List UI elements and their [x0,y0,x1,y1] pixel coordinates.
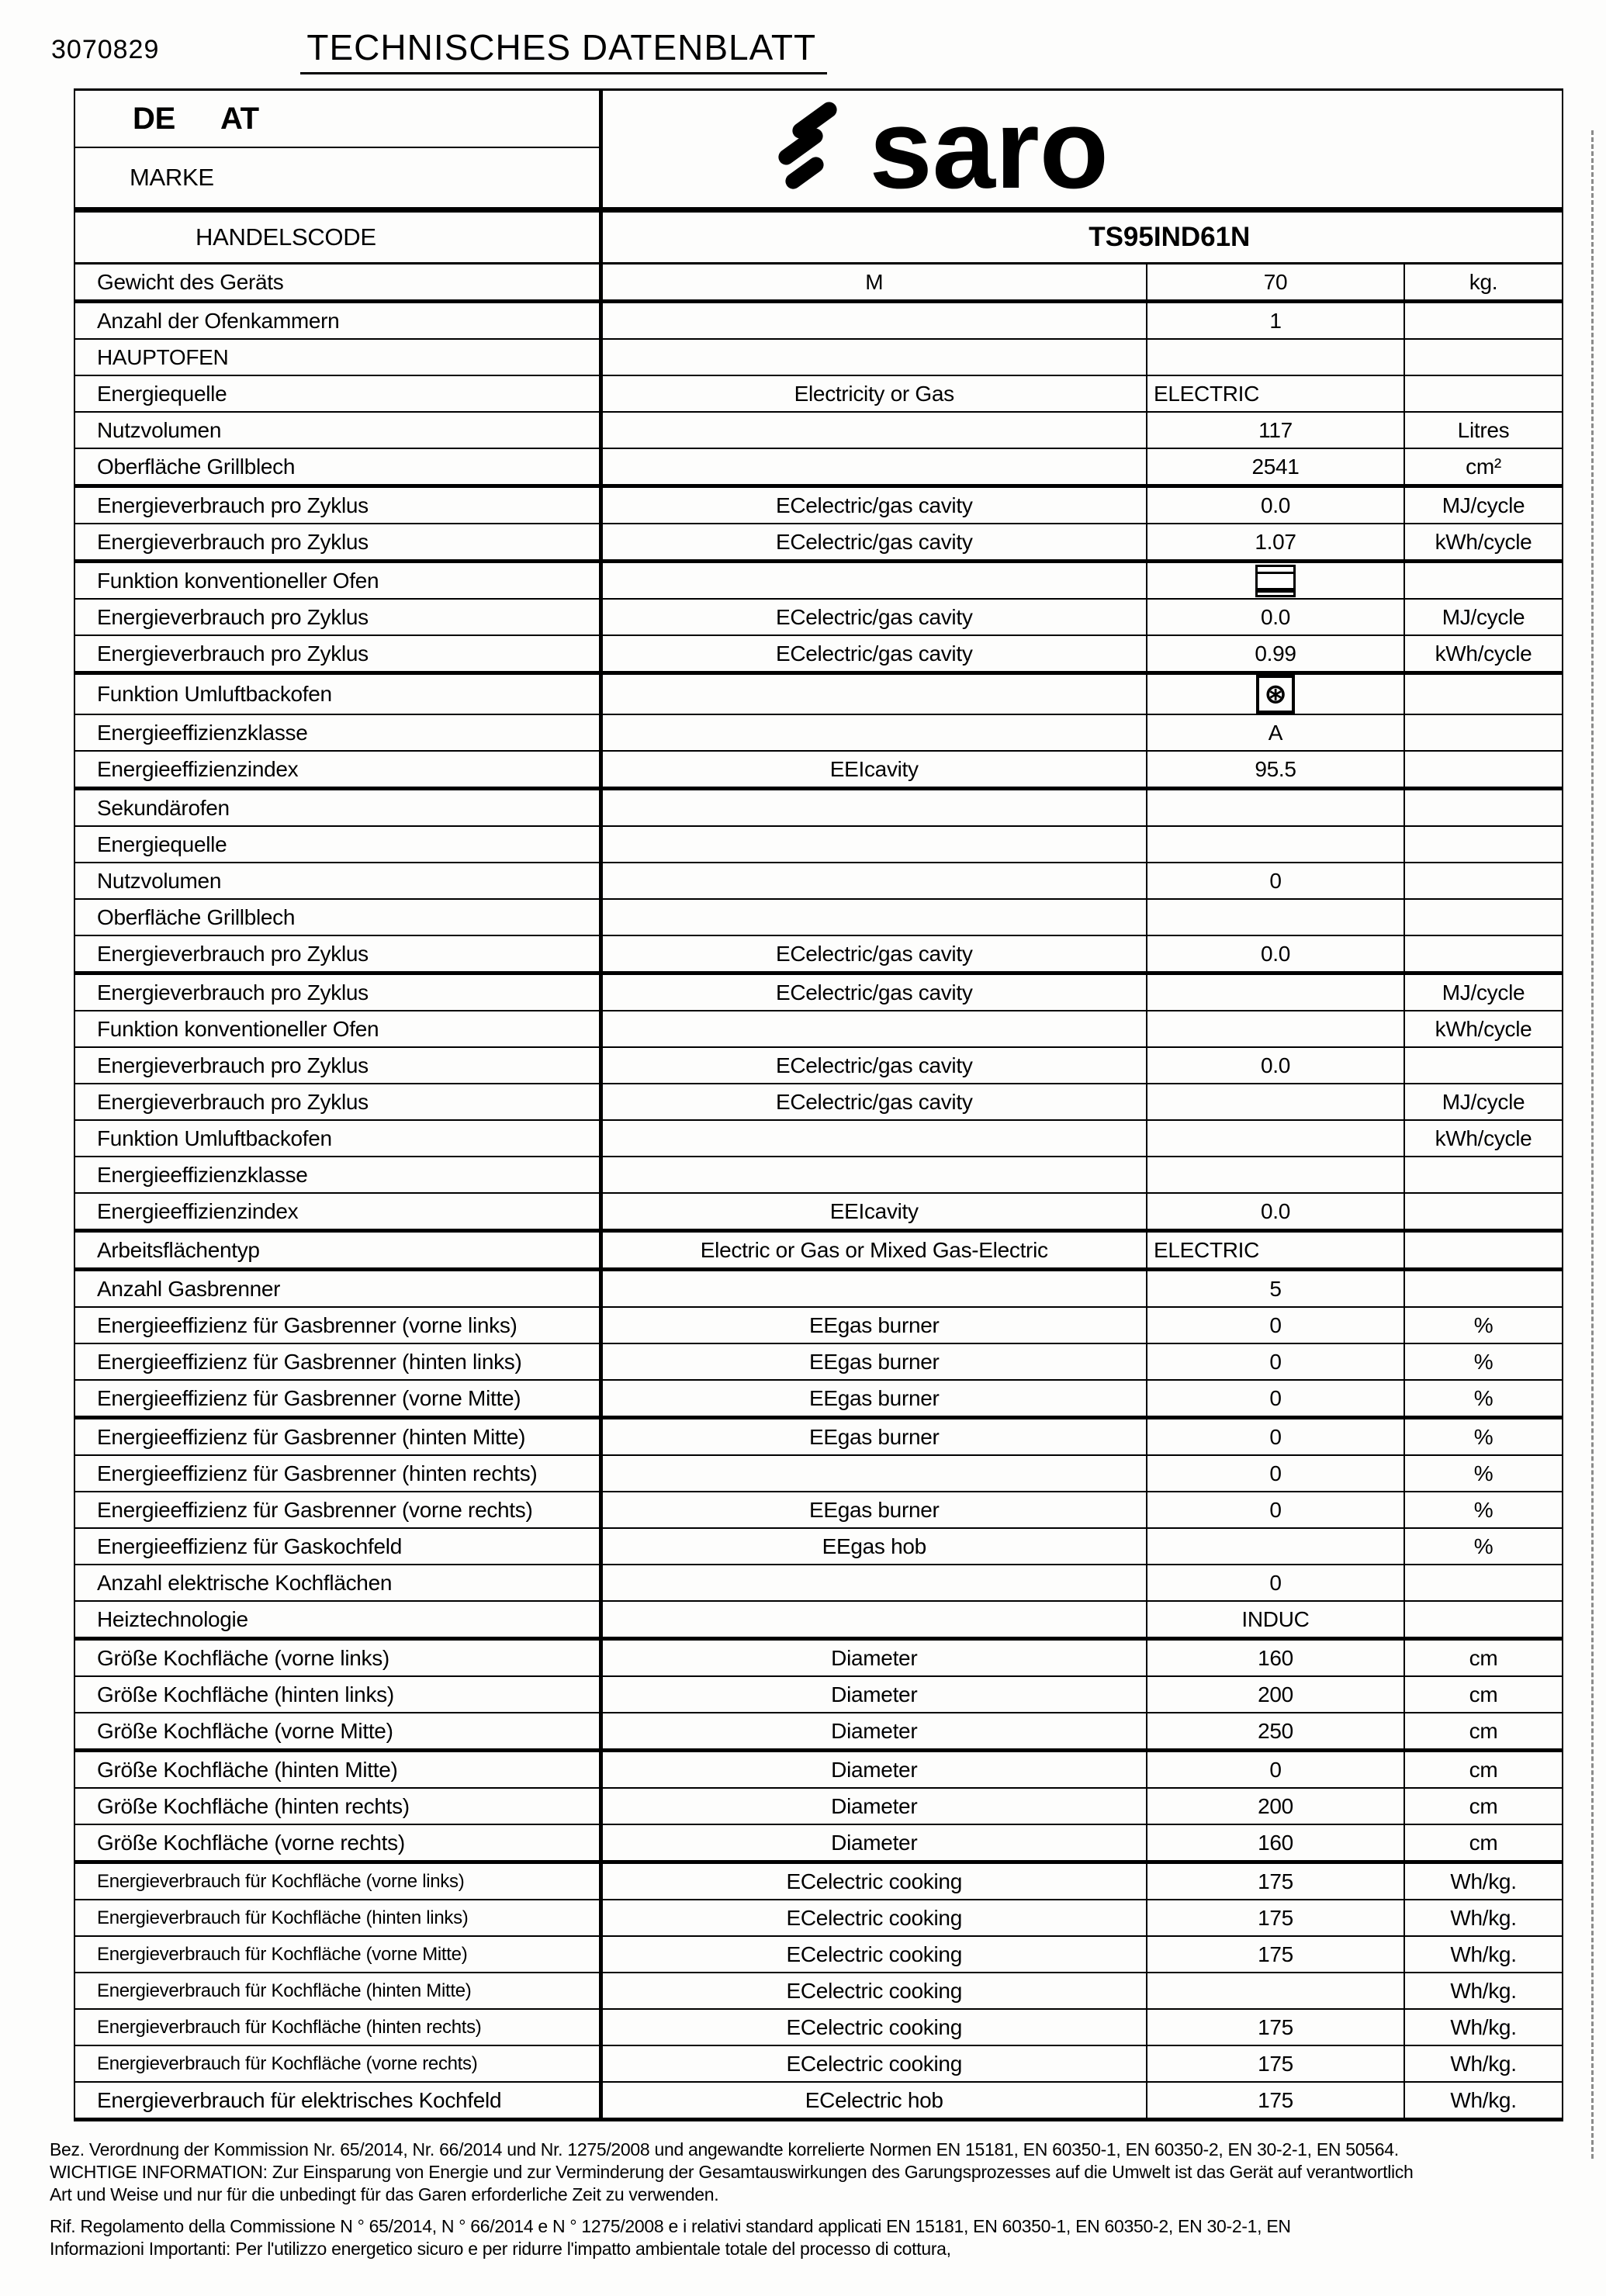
spec-row [74,1157,1563,1193]
row-sublabel: EEgas hob [601,1528,1147,1565]
row-unit: Litres [1404,412,1563,448]
spec-row [74,599,1563,635]
row-unit: cm² [1404,448,1563,486]
row-sublabel: ECelectric hob [601,2082,1147,2120]
row-value: 0.0 [1147,1193,1404,1231]
row-unit [1404,1601,1563,1639]
row-sublabel: Diameter [601,1788,1147,1824]
row-sublabel [601,412,1147,448]
spec-row [74,1713,1563,1751]
row-label: Anzahl der Ofenkammern [74,302,601,340]
row-sublabel: ECelectric/gas cavity [601,973,1147,1011]
row-value: 0.0 [1147,935,1404,973]
row-sublabel: EEIcavity [601,1193,1147,1231]
row-label: Energieeffizienz für Gasbrenner (vorne rechts) [74,1492,601,1528]
row-value: 250 [1147,1713,1404,1751]
spec-row [74,673,1563,715]
spec-row [74,1380,1563,1418]
row-sublabel: EEIcavity [601,751,1147,789]
spec-row [74,2082,1563,2120]
header-row-code [74,210,1563,264]
scan-artifact-line [1591,130,1594,2159]
spec-row [74,1676,1563,1713]
spec-row [74,1011,1563,1047]
spec-row [74,863,1563,899]
brand-label: MARKE [74,147,601,210]
row-label: Funktion konventioneller Ofen [74,1011,601,1047]
row-label: Energieverbrauch für Kochfläche (vorne rechts) [74,2045,601,2082]
spec-row [74,412,1563,448]
row-unit [1404,863,1563,899]
row-label: Energieverbrauch für Kochfläche (hinten Mitte) [74,1973,601,2009]
row-value [1147,1157,1404,1193]
row-label: Energieverbrauch für Kochfläche (vorne links) [74,1862,601,1900]
row-sublabel [601,899,1147,935]
spec-row [74,1751,1563,1789]
trade-code-value: TS95IND61N [601,210,1563,264]
spec-row [74,1343,1563,1380]
row-unit [1404,935,1563,973]
row-label: Energieeffizienzindex [74,1193,601,1231]
fan-oven-icon: ⊛ [1256,675,1295,714]
row-value: 0 [1147,1492,1404,1528]
row-value [1147,826,1404,863]
language-codes [74,90,601,148]
spec-row [74,973,1563,1011]
row-value: 70 [1147,264,1404,302]
row-unit [1404,789,1563,827]
row-sublabel: EEgas burner [601,1418,1147,1456]
row-unit: % [1404,1418,1563,1456]
row-value: 175 [1147,1862,1404,1900]
footnote-important-de-1: WICHTIGE INFORMATION: Zur Einsparung von Energie und zur Verminderung der Gesamtauswirkungen des Garungsprozesses auf die Umwelt ist das Gerät auf verantwortlich [50,2162,1414,2182]
row-value: 160 [1147,1639,1404,1677]
row-label: Arbeitsflächentyp [74,1231,601,1270]
row-value: 0.0 [1147,486,1404,524]
row-unit [1404,1047,1563,1084]
row-unit: % [1404,1343,1563,1380]
row-label: Oberfläche Grillblech [74,448,601,486]
row-unit: cm [1404,1824,1563,1862]
row-label: Energieverbrauch pro Zyklus [74,1047,601,1084]
row-unit [1404,375,1563,412]
row-label: Energieverbrauch für Kochfläche (vorne Mitte) [74,1936,601,1973]
brand-name: saro [869,89,1109,210]
footnote-important-de-2: Art und Weise und nur für die unbedingt für das Garen erforderliche Zeit zu verwenden. [50,2184,719,2204]
row-sublabel: ECelectric/gas cavity [601,599,1147,635]
row-label: Größe Kochfläche (vorne Mitte) [74,1713,601,1751]
row-sublabel: EEgas burner [601,1307,1147,1343]
row-unit [1404,1270,1563,1308]
spec-row [74,2045,1563,2082]
row-label: Größe Kochfläche (hinten Mitte) [74,1751,601,1789]
row-value [1147,1973,1404,2009]
row-unit [1404,1193,1563,1231]
spec-row [74,1047,1563,1084]
row-value: 0 [1147,1418,1404,1456]
row-unit: % [1404,1455,1563,1492]
row-sublabel [601,1455,1147,1492]
row-label: Energieeffizienz für Gasbrenner (vorne Mitte) [74,1380,601,1418]
row-value [1147,339,1404,375]
row-value: 5 [1147,1270,1404,1308]
row-label: Energieeffizienz für Gasbrenner (vorne links) [74,1307,601,1343]
row-value [1147,562,1404,600]
row-label: Funktion Umluftbackofen [74,673,601,715]
row-label: Größe Kochfläche (hinten links) [74,1676,601,1713]
row-unit: MJ/cycle [1404,486,1563,524]
row-unit: cm [1404,1639,1563,1677]
row-unit: cm [1404,1713,1563,1751]
spec-row [74,935,1563,973]
footnotes [50,2139,1606,2260]
footnote-regulation-it: Rif. Regolamento della Commissione N ° 65/2014, N ° 66/2014 e N ° 1275/2008 e i relativi standard applicati EN 15181, EN 60350-1, EN 60350-2, EN 30-2-1, EN [50,2216,1291,2236]
spec-row [74,1528,1563,1565]
row-sublabel: ECelectric/gas cavity [601,635,1147,673]
row-unit [1404,714,1563,751]
spec-row [74,1601,1563,1639]
spec-row [74,899,1563,935]
row-label: Energieverbrauch für Kochfläche (hinten rechts) [74,2009,601,2045]
row-unit: kWh/cycle [1404,1120,1563,1157]
row-sublabel: ECelectric cooking [601,1862,1147,1900]
row-label: Energieverbrauch pro Zyklus [74,599,601,635]
row-unit: % [1404,1492,1563,1528]
row-unit [1404,826,1563,863]
page-title: TECHNISCHES DATENBLATT [300,29,827,74]
row-label: Funktion konventioneller Ofen [74,562,601,600]
row-unit: Wh/kg. [1404,1936,1563,1973]
row-unit: Wh/kg. [1404,1900,1563,1936]
row-sublabel: ECelectric cooking [601,2045,1147,2082]
row-label: Größe Kochfläche (vorne links) [74,1639,601,1677]
row-unit: Wh/kg. [1404,2009,1563,2045]
row-unit [1404,1157,1563,1193]
language-at: AT [220,101,259,136]
row-unit: Wh/kg. [1404,2082,1563,2120]
row-label: Anzahl Gasbrenner [74,1270,601,1308]
row-value: 200 [1147,1788,1404,1824]
row-sublabel: Diameter [601,1676,1147,1713]
row-value [1147,673,1404,715]
spec-row [74,2009,1563,2045]
footnote-regulation-de: Bez. Verordnung der Kommission Nr. 65/2014, Nr. 66/2014 und Nr. 1275/2008 und angewandte korrelierte Normen EN 15181, EN 60350-1, EN 60350-2, EN 30-2-1, EN 50564. [50,2139,1399,2159]
row-sublabel [601,302,1147,340]
row-unit: % [1404,1528,1563,1565]
spec-row [74,1565,1563,1601]
spec-row [74,264,1563,302]
row-value [1147,1528,1404,1565]
language-de: DE [133,101,175,136]
row-sublabel [601,826,1147,863]
row-sublabel [601,1157,1147,1193]
row-sublabel [601,562,1147,600]
row-unit: Wh/kg. [1404,2045,1563,2082]
spec-table [74,88,1563,2121]
row-sublabel [601,1270,1147,1308]
row-sublabel: Diameter [601,1751,1147,1789]
row-sublabel: ECelectric cooking [601,1973,1147,2009]
row-value: 175 [1147,1900,1404,1936]
row-value: 0 [1147,1455,1404,1492]
row-label: Energieverbrauch pro Zyklus [74,1084,601,1120]
row-label: Energieeffizienz für Gasbrenner (hinten rechts) [74,1455,601,1492]
spec-row [74,486,1563,524]
row-value: 1 [1147,302,1404,340]
row-label: Energieverbrauch pro Zyklus [74,486,601,524]
row-value: 175 [1147,2082,1404,2120]
footnote-important-it: Informazioni Importanti: Per l'utilizzo energetico sicuro e per ridurre l'impatto ambientale totale del processo di cottura, [50,2239,951,2259]
spec-row [74,1270,1563,1308]
row-sublabel: Diameter [601,1639,1147,1677]
brand-logo-cell [601,90,1563,210]
spec-row [74,339,1563,375]
row-label: Funktion Umluftbackofen [74,1120,601,1157]
row-label: Nutzvolumen [74,863,601,899]
row-value [1147,1084,1404,1120]
row-label: Energieeffizienzklasse [74,1157,601,1193]
row-sublabel: ECelectric/gas cavity [601,1084,1147,1120]
spec-row [74,1936,1563,1973]
row-label: Energieeffizienz für Gasbrenner (hinten links) [74,1343,601,1380]
row-sublabel: Electric or Gas or Mixed Gas-Electric [601,1231,1147,1270]
row-value [1147,973,1404,1011]
row-sublabel: ECelectric cooking [601,1900,1147,1936]
row-sublabel: ECelectric/gas cavity [601,1047,1147,1084]
row-unit: cm [1404,1751,1563,1789]
row-value: 95.5 [1147,751,1404,789]
row-sublabel: EEgas burner [601,1380,1147,1418]
row-unit: % [1404,1307,1563,1343]
spec-row [74,375,1563,412]
spec-row [74,1455,1563,1492]
row-label: Oberfläche Grillblech [74,899,601,935]
row-sublabel [601,1565,1147,1601]
spec-row [74,789,1563,827]
row-sublabel [601,1120,1147,1157]
row-value [1147,789,1404,827]
spec-row [74,1307,1563,1343]
row-sublabel [601,714,1147,751]
row-value: A [1147,714,1404,751]
row-value: 175 [1147,2009,1404,2045]
row-unit: kg. [1404,264,1563,302]
page-header [51,29,1606,74]
document-number: 3070829 [51,35,160,64]
spec-row [74,1824,1563,1862]
row-label: Energieverbrauch pro Zyklus [74,524,601,562]
row-label: Größe Kochfläche (hinten rechts) [74,1788,601,1824]
row-label: Sekundärofen [74,789,601,827]
datasheet-page [0,29,1606,2260]
spec-row [74,1900,1563,1936]
trade-code-label: HANDELSCODE [74,210,601,264]
row-value: 160 [1147,1824,1404,1862]
spec-row [74,1639,1563,1677]
row-label: Nutzvolumen [74,412,601,448]
spec-row [74,1084,1563,1120]
row-sublabel: Diameter [601,1824,1147,1862]
row-value: ELECTRIC [1147,375,1404,412]
spec-row [74,635,1563,673]
spec-row [74,826,1563,863]
row-label: Energiequelle [74,826,601,863]
row-label: Energieeffizienzindex [74,751,601,789]
row-unit [1404,302,1563,340]
row-unit [1404,751,1563,789]
row-sublabel [601,1011,1147,1047]
spec-row [74,302,1563,340]
spec-row [74,524,1563,562]
row-label: Energieverbrauch pro Zyklus [74,973,601,1011]
row-sublabel: ECelectric/gas cavity [601,935,1147,973]
spec-row [74,448,1563,486]
row-value: INDUC [1147,1601,1404,1639]
row-label: Energieeffizienz für Gaskochfeld [74,1528,601,1565]
row-sublabel [601,863,1147,899]
spec-row [74,1788,1563,1824]
row-value: 0 [1147,1751,1404,1789]
row-value [1147,899,1404,935]
spec-row [74,1418,1563,1456]
row-sublabel: EEgas burner [601,1343,1147,1380]
header-row-languages [74,90,1563,148]
row-sublabel: ECelectric cooking [601,1936,1147,1973]
row-value: 175 [1147,2045,1404,2082]
row-unit: kWh/cycle [1404,1011,1563,1047]
row-unit: % [1404,1380,1563,1418]
spec-row [74,1492,1563,1528]
row-value: 0 [1147,863,1404,899]
row-sublabel [601,673,1147,715]
row-unit: cm [1404,1788,1563,1824]
row-unit: MJ/cycle [1404,599,1563,635]
row-sublabel: ECelectric/gas cavity [601,524,1147,562]
row-value: 0.99 [1147,635,1404,673]
row-sublabel [601,448,1147,486]
row-value: 200 [1147,1676,1404,1713]
row-value: 0 [1147,1307,1404,1343]
spec-row [74,1862,1563,1900]
row-sublabel [601,1601,1147,1639]
row-value [1147,1120,1404,1157]
row-unit: Wh/kg. [1404,1862,1563,1900]
row-label: Energieverbrauch pro Zyklus [74,935,601,973]
row-label: Gewicht des Geräts [74,264,601,302]
row-label: Energieverbrauch für elektrisches Kochfeld [74,2082,601,2120]
saro-logo [603,89,1563,210]
spec-row [74,1193,1563,1231]
row-unit [1404,673,1563,715]
row-unit [1404,339,1563,375]
spec-row [74,751,1563,789]
row-label: Energieeffizienz für Gasbrenner (hinten Mitte) [74,1418,601,1456]
row-label: Heiztechnologie [74,1601,601,1639]
row-sublabel [601,789,1147,827]
row-value [1147,1011,1404,1047]
row-label: Energiequelle [74,375,601,412]
row-unit [1404,899,1563,935]
row-unit: MJ/cycle [1404,1084,1563,1120]
spec-row [74,1231,1563,1270]
row-value: 0.0 [1147,1047,1404,1084]
row-label: Energieeffizienzklasse [74,714,601,751]
row-value: 1.07 [1147,524,1404,562]
row-unit [1404,1565,1563,1601]
row-unit [1404,562,1563,600]
row-value: 0 [1147,1343,1404,1380]
spec-row [74,714,1563,751]
row-unit: cm [1404,1676,1563,1713]
row-sublabel: EEgas burner [601,1492,1147,1528]
row-sublabel: ECelectric/gas cavity [601,486,1147,524]
row-value: 0 [1147,1380,1404,1418]
row-label: Anzahl elektrische Kochflächen [74,1565,601,1601]
spec-row [74,562,1563,600]
row-label: Energieverbrauch pro Zyklus [74,635,601,673]
conventional-oven-icon [1255,565,1296,597]
row-sublabel: ECelectric cooking [601,2009,1147,2045]
row-label: Größe Kochfläche (vorne rechts) [74,1824,601,1862]
row-sublabel: M [601,264,1147,302]
row-value: 0.0 [1147,599,1404,635]
row-unit: MJ/cycle [1404,973,1563,1011]
row-sublabel: Electricity or Gas [601,375,1147,412]
spec-row [74,1973,1563,2009]
row-value: 175 [1147,1936,1404,1973]
row-label: Energieverbrauch für Kochfläche (hinten links) [74,1900,601,1936]
row-value: 0 [1147,1565,1404,1601]
row-unit: kWh/cycle [1404,635,1563,673]
row-value: 2541 [1147,448,1404,486]
row-sublabel: Diameter [601,1713,1147,1751]
spec-table-body [74,90,1563,2120]
row-unit: Wh/kg. [1404,1973,1563,2009]
spec-row [74,1120,1563,1157]
row-label: HAUPTOFEN [74,339,601,375]
row-value: 117 [1147,412,1404,448]
row-sublabel [601,339,1147,375]
row-unit: kWh/cycle [1404,524,1563,562]
row-unit [1404,1231,1563,1270]
row-value: ELECTRIC [1147,1231,1404,1270]
saro-wave-mark-icon [767,112,846,185]
